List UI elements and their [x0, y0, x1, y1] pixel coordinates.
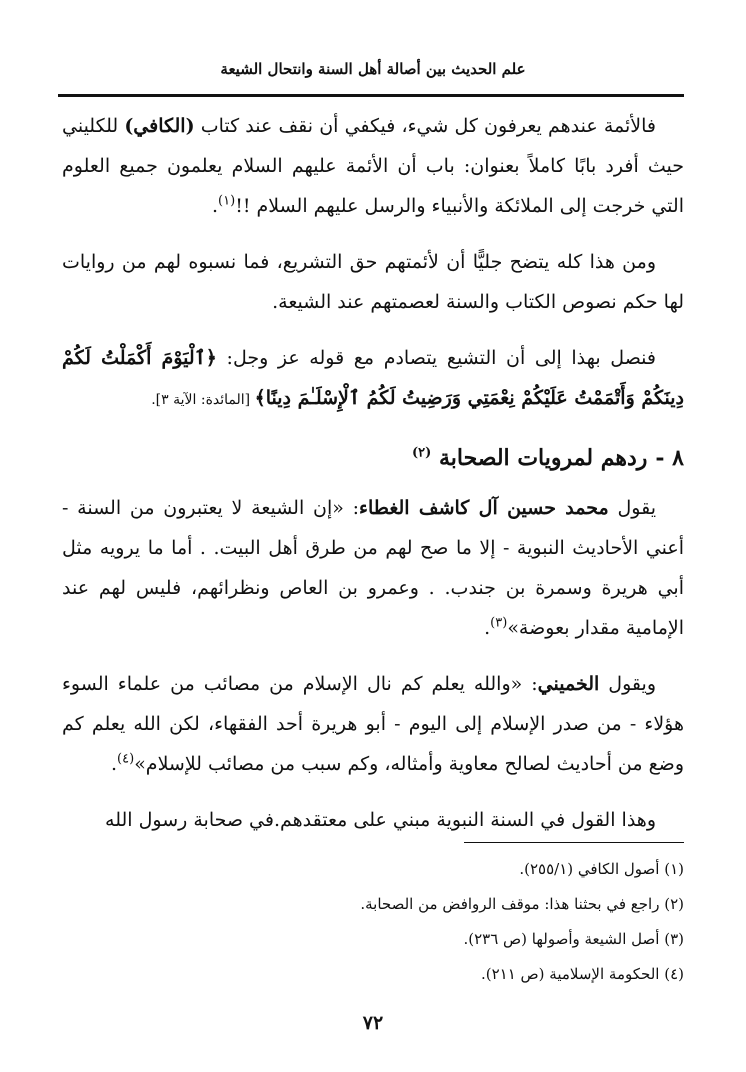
paragraph-3-before: فنصل بهذا إلى أن التشيع يتصادم مع قوله عز وجل:: [216, 347, 656, 369]
paragraph-1-end: .: [212, 195, 219, 217]
paragraph-5-after: : «والله يعلم كم نال الإسلام من مصائب من علماء السوء هؤلاء - من صدر الإسلام إلى اليوم - أبو هريرة أحد الفقهاء، لكن الله يعلم كم وضع من أحاديث لصالح معاوية وأمثاله، وكم سبب من مصائب للإسلام»: [62, 673, 684, 775]
paragraph-6: وهذا القول في السنة النبوية مبني على معتقدهم.في صحابة رسول الله: [105, 809, 656, 831]
running-header: علم الحديث بين أصالة أهل السنة وانتحال الشيعة: [220, 60, 526, 78]
paragraph-4-after: : «إن الشيعة لا يعتبرون من السنة - أعني الأحاديث النبوية - إلا ما صح لهم من طرق أهل البيت. . أما ما يرويه مثل أبي هريرة وسمرة بن جندب. . وعمرو بن العاص ونظرائهم، فليس لهم عند الإمامية مقدار بعوضة»: [62, 497, 684, 639]
paragraph-4: [62, 488, 684, 648]
footnote-4: (٤) الحكومة الإسلامية (ص ٢١١).: [480, 965, 684, 983]
paragraph-1-after: للكليني حيث أفرد بابًا كاملاً بعنوان: باب أن الأئمة عليهم السلام يعلمون جميع العلوم التي خرجت إلى الملائكة والأنبياء والرسل عليهم السلام !!: [62, 115, 684, 217]
footnote-2: (٢) راجع في بحثنا هذا: موقف الروافض من الصحابة.: [360, 895, 684, 913]
quoted-author-kashif: محمد حسين آل كاشف الغطاء: [359, 497, 609, 519]
header-rule: [58, 94, 684, 97]
footnote-marker-1: (١): [218, 193, 236, 209]
paragraph-5-end: .: [111, 753, 118, 775]
paragraph-4-end: .: [484, 617, 491, 639]
section-number: ٨ -: [655, 445, 684, 471]
footnote-marker-3: (٣): [490, 615, 508, 631]
footnote-marker-2: (٢): [411, 445, 432, 461]
footnote-marker-4: (٤): [117, 751, 135, 767]
footnote-1: (١) أصول الكافي (٢٥٥/١).: [519, 860, 684, 878]
section-title: ردهم لمرويات الصحابة: [438, 445, 648, 471]
paragraph-5-before: ويقول: [599, 673, 656, 695]
quoted-author-khomeini: الخميني: [537, 673, 600, 695]
paragraph-2: ومن هذا كله يتضح جليًّا أن لأئمتهم حق التشريع، فما نسبوه لهم من روايات لها حكم نصوص الكتاب والسنة لعصمتهم عند الشيعة.: [62, 251, 684, 313]
verse-reference: [المائدة: الآية ٣].: [151, 392, 255, 408]
section-heading: [62, 436, 684, 480]
paragraph-1-before: فالأئمة عندهم يعرفون كل شيء، فيكفي أن نقف عند كتاب: [194, 115, 656, 137]
paragraph-1: [62, 106, 684, 226]
paragraph-3: [62, 338, 684, 420]
footnotes: [62, 852, 684, 992]
kafi-book-title: (الكافي): [124, 115, 195, 137]
footnote-rule: [464, 842, 684, 843]
paragraph-5: [62, 664, 684, 784]
quran-verse: ﴿ٱلْيَوْمَ أَكْمَلْتُ لَكُمْ دِينَكُمْ وَأَتْمَمْتُ عَلَيْكُمْ نِعْمَتِي وَرَضِيتُ لَكُمُ ٱلْإِسْلَـٰمَ دِينًا﴾: [62, 347, 684, 409]
paragraph-4-before: يقول: [608, 497, 656, 519]
page-number: ٧٢: [362, 1012, 384, 1034]
main-text: [62, 106, 684, 856]
footnote-3: (٣) أصل الشيعة وأصولها (ص ٢٣٦).: [463, 930, 684, 948]
